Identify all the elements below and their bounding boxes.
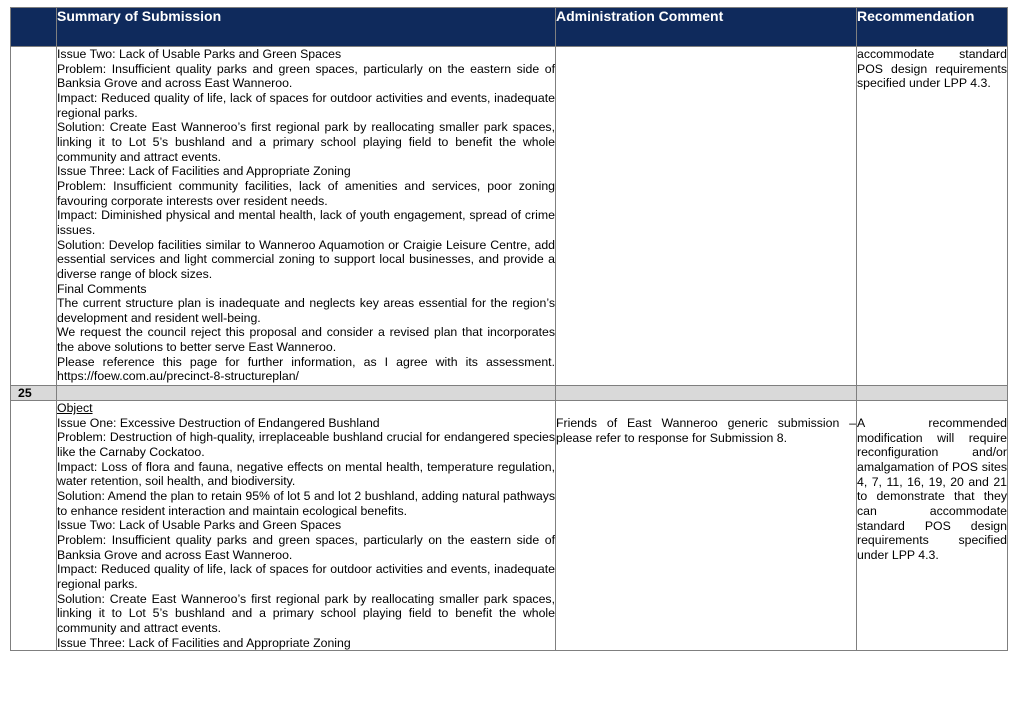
- separator-cell: [857, 386, 1008, 401]
- summary-line: Issue Two: Lack of Usable Parks and Green Spaces: [57, 47, 342, 61]
- table-header: [11, 8, 1008, 47]
- header-summary: Summary of Submission: [57, 8, 556, 47]
- separator-cell: [556, 386, 857, 401]
- summary-line: Please reference this page for further information, as I agree with its assessment. https://foew.com.au/precinct-8-structureplan/: [57, 354, 555, 384]
- header-number: [11, 8, 57, 47]
- summary-line: Issue Three: Lack of Facilities and Appropriate Zoning: [57, 164, 351, 179]
- submission-number: 25: [11, 386, 57, 401]
- header-admin-comment: Administration Comment: [556, 8, 857, 47]
- summary-line: Solution: Amend the plan to retain 95% of lot 5 and lot 2 bushland, adding natural pathways to enhance resident interaction and maintain ecological benefits.: [57, 488, 555, 518]
- submissions-table: [10, 7, 1008, 651]
- summary-line: Issue Two: Lack of Usable Parks and Green Spaces: [57, 518, 342, 533]
- summary-line: Final Comments: [57, 281, 147, 296]
- table-row-continued: [11, 47, 1008, 386]
- summary-line: Issue One: Excessive Destruction of Endangered Bushland: [57, 415, 380, 430]
- summary-line: Problem: Insufficient quality parks and green spaces, particularly on the eastern side of Banksia Grove and across East Wanneroo.: [57, 61, 555, 91]
- summary-line: Impact: Reduced quality of life, lack of spaces for outdoor activities and events, inadequate regional parks.: [57, 562, 555, 591]
- summary-line: Solution: Develop facilities similar to Wanneroo Aquamotion or Craigie Leisure Centre, add essential services and light commercial zoning to support local businesses, and provide a diverse range of block sizes.: [57, 237, 555, 281]
- admin-comment: Friends of East Wanneroo generic submission – please refer to response for Submission 8.: [556, 416, 856, 445]
- summary-line: Impact: Diminished physical and mental health, lack of youth engagement, spread of crime issues.: [57, 208, 555, 237]
- admin-comment-cell: [556, 401, 857, 651]
- recommendation-cell: [857, 401, 1008, 651]
- summary-line: Solution: Create East Wanneroo’s first regional park by reallocating smaller park spaces, linking it to Lot 5’s bushland and a primary school playing field to benefit the whole community and attract events.: [57, 120, 555, 164]
- summary-cell: [57, 401, 556, 651]
- header-recommendation: Recommendation: [857, 8, 1008, 47]
- summary-line: The current structure plan is inadequate and neglects key areas essential for the region’s development and resident well-being.: [57, 296, 555, 325]
- submission-position: Object: [57, 401, 93, 415]
- separator-cell: [57, 386, 556, 401]
- row-number-cell: [11, 47, 57, 386]
- row-number-cell: [11, 401, 57, 651]
- admin-comment-cell: [556, 47, 857, 386]
- summary-line: Issue Three: Lack of Facilities and Appropriate Zoning: [57, 635, 351, 650]
- summary-line: We request the council reject this proposal and consider a revised plan that incorporates the above solutions to better serve East Wanneroo.: [57, 325, 555, 355]
- recommendation-cell: accommodate standard POS design requirements specified under LPP 4.3.: [857, 47, 1008, 386]
- summary-line: Problem: Destruction of high-quality, irreplaceable bushland crucial for endangered species like the Carnaby Cockatoo.: [57, 430, 555, 459]
- table-row-submission-25: [11, 401, 1008, 651]
- submission-number-row: [11, 386, 1008, 401]
- summary-line: Impact: Loss of flora and fauna, negative effects on mental health, temperature regulation, water retention, soil health, and biodiversity.: [57, 459, 555, 489]
- summary-line: Solution: Create East Wanneroo’s first regional park by reallocating smaller park spaces, linking it to Lot 5’s bushland and a primary school playing field to benefit the whole community and attract events.: [57, 591, 555, 635]
- recommendation-text: A recommended modification will require reconfiguration and/or amalgamation of POS sites 4, 7, 11, 16, 19, 20 and 21 to demonstrate that they can accommodate standard POS design requirements specified under LPP 4.3.: [857, 416, 1007, 562]
- summary-line: Problem: Insufficient community facilities, lack of amenities and services, poor zoning favouring corporate interests over resident needs.: [57, 178, 555, 208]
- summary-line: Impact: Reduced quality of life, lack of spaces for outdoor activities and events, inadequate regional parks.: [57, 90, 555, 120]
- summary-cell: [57, 47, 556, 386]
- summary-line: Problem: Insufficient quality parks and green spaces, particularly on the eastern side of Banksia Grove and across East Wanneroo.: [57, 532, 555, 562]
